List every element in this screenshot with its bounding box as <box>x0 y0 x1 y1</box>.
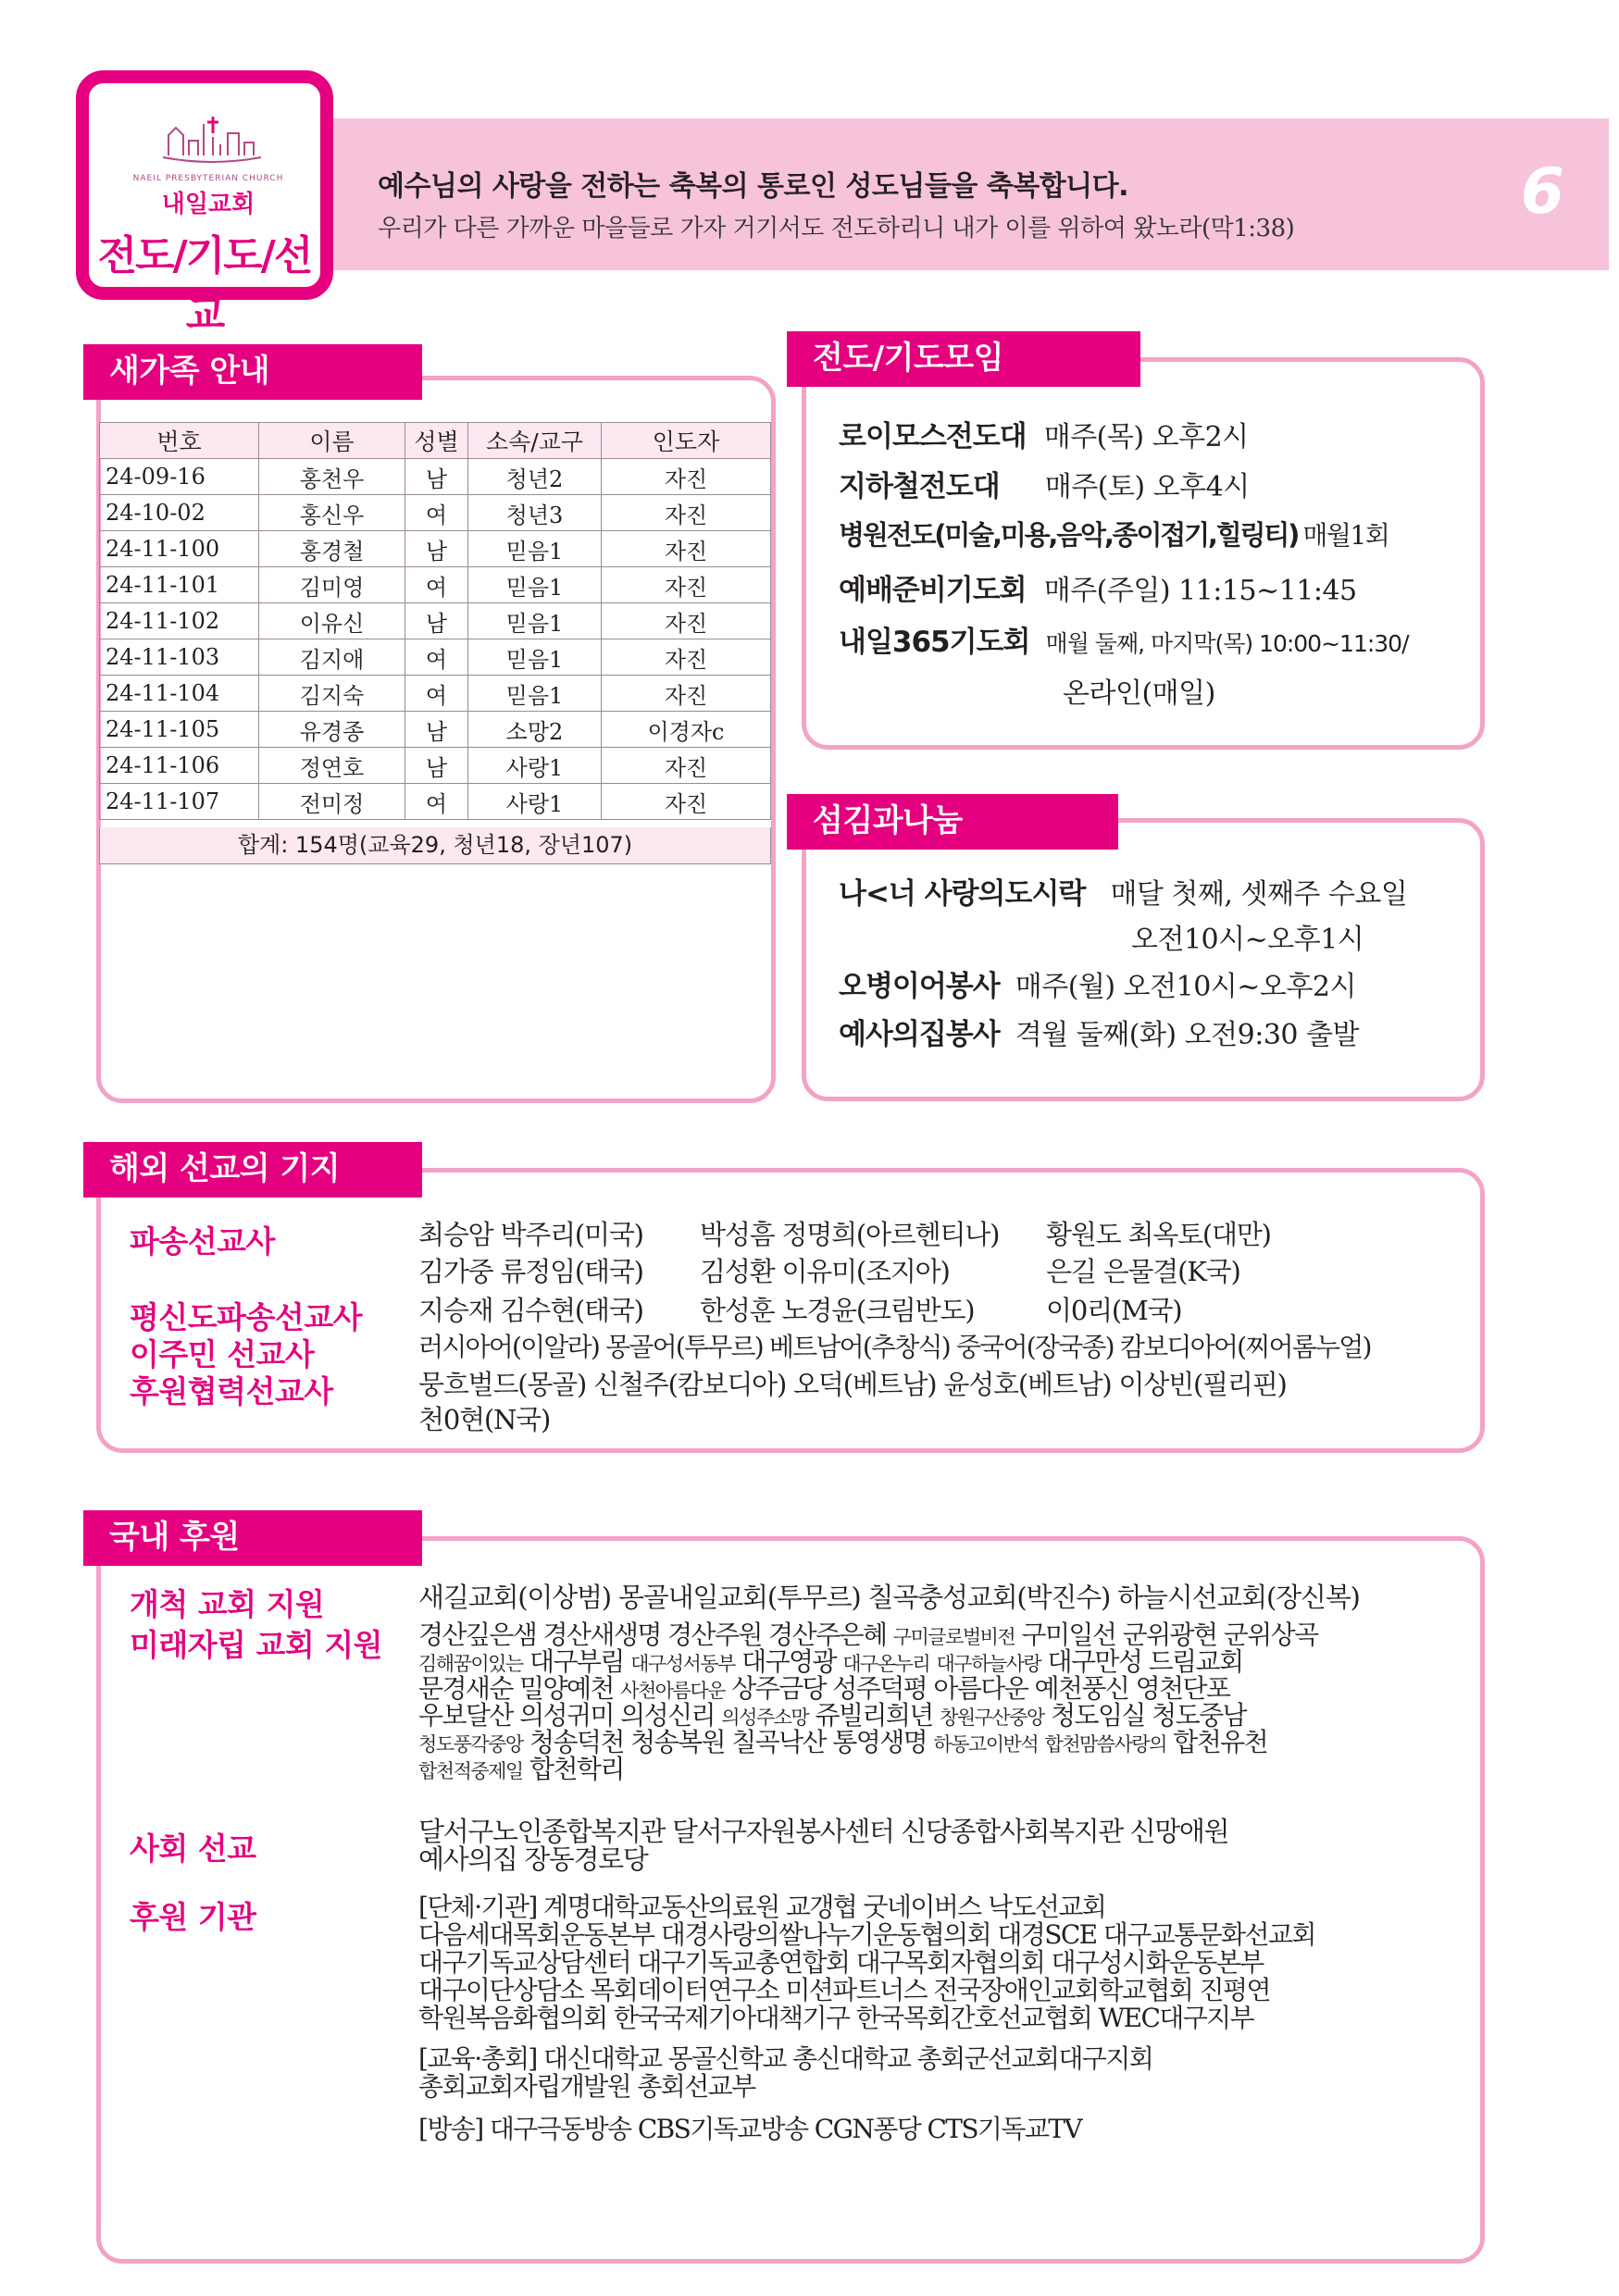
table-cell: 여 <box>405 567 468 603</box>
table-cell: 24-11-104 <box>100 676 259 712</box>
church-logo-icon <box>161 115 263 165</box>
church-name-segment: 청도풍각중앙 <box>418 1733 523 1756</box>
table-cell: 24-11-102 <box>100 603 259 639</box>
new-family-title: 새가족 안내 <box>83 344 422 400</box>
table-cell: 전미정 <box>259 784 405 820</box>
church-name-segment: 대구부림 <box>522 1646 631 1677</box>
table-cell: 24-10-02 <box>100 495 259 531</box>
table-cell: 남 <box>405 531 468 567</box>
category-label: 평신도파송선교사 <box>130 1299 363 1335</box>
church-name-segment: 대구만성 드림교회 <box>1040 1646 1243 1677</box>
table-cell: 이경자c <box>602 712 771 748</box>
page-number: 6 <box>1520 155 1564 229</box>
table-cell: 남 <box>405 603 468 639</box>
table-cell: 남 <box>405 712 468 748</box>
category-label: 미래자립 교회 지원 <box>130 1627 383 1663</box>
church-list-line <box>418 1756 624 1785</box>
broadcast-org-list: [방송] 대구극동방송 CBS기독교방송 CGN퐁당 CTS기독교TV <box>418 2114 1081 2144</box>
table-row <box>100 676 771 712</box>
church-name-segment: 상주금당 성주덕평 아름다운 예천풍신 영천단포 <box>724 1673 1230 1704</box>
new-family-table <box>99 422 771 820</box>
church-name-segment: 우보달산 의성귀미 의성신리 <box>418 1700 722 1731</box>
church-name-segment: 합천맘씀사랑의 <box>1044 1733 1166 1756</box>
church-name-segment: 하동고이반석 <box>933 1733 1039 1756</box>
table-cell: 여 <box>405 784 468 820</box>
table-row <box>100 531 771 567</box>
table-cell: 24-11-105 <box>100 712 259 748</box>
church-name-segment: 대구하늘사랑 <box>936 1653 1041 1675</box>
meeting-item: 내일365기도회 매월 둘째, 마지막(목) 10:00~11:30/ <box>839 626 1409 659</box>
header-headline: 예수님의 사랑을 전하는 축복의 통로인 성도님들을 축복합니다. <box>378 170 1129 203</box>
missionary-entry: 김성환 이유미(조지아) <box>700 1256 950 1287</box>
table-cell: 남 <box>405 748 468 784</box>
bible-verse: 우리가 다른 가까운 마을들로 가자 거기서도 전도하리니 내가 이를 위하여 왔노라(막1:38) <box>378 215 1295 242</box>
table-cell: 24-11-101 <box>100 567 259 603</box>
missionary-entry: 김가중 류정임(태국) <box>418 1256 643 1287</box>
table-cell: 홍경철 <box>259 531 405 567</box>
table-cell: 홍천우 <box>259 459 405 495</box>
missionary-entry: 지승재 김수현(태국) <box>418 1295 643 1326</box>
support-org-list: 학원복음화협의회 한국국제기아대책기구 한국목회간호선교협회 WEC대구지부 <box>418 2003 1254 2033</box>
church-name-segment: 경산깊은샘 경산새생명 경산주원 경산주은혜 <box>418 1620 893 1650</box>
serving-item-continued: 오전10시~오후1시 <box>1131 924 1364 956</box>
category-label: 이주민 선교사 <box>130 1336 315 1372</box>
table-cell: 김지애 <box>259 639 405 676</box>
table-cell: 남 <box>405 459 468 495</box>
serving-item: 오병이어봉사 매주(월) 오전10시~오후2시 <box>839 970 1356 1003</box>
table-cell: 믿음1 <box>468 531 602 567</box>
table-cell: 여 <box>405 495 468 531</box>
missionary-entry: 최승암 박주리(미국) <box>418 1219 643 1250</box>
new-family-total: 합계: 154명(교육29, 청년18, 장년107) <box>99 827 771 864</box>
column-header: 인도자 <box>602 423 771 459</box>
table-cell: 유경종 <box>259 712 405 748</box>
church-name-segment: 사천아름다운 <box>620 1680 725 1702</box>
table-cell: 자진 <box>602 567 771 603</box>
support-org-list: 대구이단상담소 목회데이터연구소 미션파트너스 전국장애인교회학교협회 진평연 <box>418 1975 1270 2005</box>
missionary-entry: 박성흠 정명희(아르헨티나) <box>700 1219 1000 1250</box>
table-cell: 김미영 <box>259 567 405 603</box>
church-name-segment: 청송덕천 청송복원 칠곡낙산 통영생명 <box>522 1727 934 1757</box>
migrant-missionaries: 러시아어(이알라) 몽골어(투무르) 베트남어(추창식) 중국어(장국종) 캄보디아어(찌어롬누얼) <box>418 1332 1371 1362</box>
church-name-segment: 대구온누리 <box>842 1653 930 1675</box>
table-cell: 청년3 <box>468 495 602 531</box>
category-label: 후원협력선교사 <box>130 1373 333 1409</box>
serving-item: 나<너 사랑의도시락 매달 첫째, 셋째주 수요일 <box>839 877 1408 911</box>
education-org-list: [교육·총회] 대신대학교 몽골신학교 총신대학교 총회군선교회대구지회 <box>418 2043 1153 2074</box>
column-header: 성별 <box>405 423 468 459</box>
table-cell: 24-11-107 <box>100 784 259 820</box>
table-cell: 자진 <box>602 495 771 531</box>
table-cell: 이유신 <box>259 603 405 639</box>
table-cell: 소망2 <box>468 712 602 748</box>
church-name-segment: 대구성서동부 <box>630 1653 735 1675</box>
table-cell: 청년2 <box>468 459 602 495</box>
table-cell: 정연호 <box>259 748 405 784</box>
table-header-row <box>100 423 771 459</box>
support-org-list: 대구기독교상담센터 대구기독교총연합회 대구목회자협의회 대구성시화운동본부 <box>418 1947 1264 1978</box>
church-name-segment: 합천적중제일 <box>418 1760 523 1782</box>
meeting-item: 병원전도(미술,미용,음악,종이접기,힐링티) 매월1회 <box>839 519 1389 551</box>
table-cell: 믿음1 <box>468 639 602 676</box>
support-missionaries: 뭉흐벌드(몽골) 신철주(캄보디아) 오덕(베트남) 윤성호(베트남) 이상빈(필리핀) <box>418 1369 1287 1400</box>
support-org-list: 다음세대목회운동본부 대경사랑의쌀나누기운동협의회 대경SCE 대구교통문화선교회 <box>418 1919 1315 1950</box>
prayer-meetings-title: 전도/기도모임 <box>787 331 1140 387</box>
category-label: 개척 교회 지원 <box>130 1586 325 1622</box>
table-cell: 자진 <box>602 603 771 639</box>
table-cell: 24-11-106 <box>100 748 259 784</box>
table-cell: 여 <box>405 676 468 712</box>
church-name-segment: 쥬빌리희년 <box>808 1700 940 1731</box>
table-row <box>100 748 771 784</box>
logo-box <box>76 70 333 339</box>
social-mission-list: 달서구노인종합복지관 달서구자원봉사센터 신당종합사회복지관 신망애원 <box>418 1816 1229 1847</box>
column-header: 번호 <box>100 423 259 459</box>
table-row <box>100 459 771 495</box>
social-mission-list: 예사의집 장동경로당 <box>418 1843 648 1875</box>
table-row <box>100 639 771 676</box>
meeting-item-continued: 온라인(매일) <box>1063 677 1215 710</box>
table-cell: 믿음1 <box>468 676 602 712</box>
logo-subtext: NAEIL PRESBYTERIAN CHURCH <box>132 174 284 183</box>
serving-item: 예사의집봉사 격월 둘째(화) 오전9:30 출발 <box>839 1018 1359 1051</box>
table-cell: 24-11-100 <box>100 531 259 567</box>
missionary-entry: 황원도 최옥토(대만) <box>1046 1219 1271 1250</box>
column-header: 소속/교구 <box>468 423 602 459</box>
church-name-segment: 합천학리 <box>522 1754 624 1784</box>
church-name-segment: 청도임실 청도중남 <box>1043 1700 1246 1731</box>
church-planting-list: 새길교회(이상범) 몽골내일교회(투무르) 칠곡충성교회(박진수) 하늘시선교회(장신복) <box>418 1582 1360 1613</box>
meeting-item: 예배준비기도회 매주(주일) 11:15~11:45 <box>839 574 1357 607</box>
church-name-segment: 구미글로벌비전 <box>892 1626 1015 1648</box>
table-cell: 자진 <box>602 676 771 712</box>
table-cell: 여 <box>405 639 468 676</box>
table-cell: 사랑1 <box>468 784 602 820</box>
missionary-entry: 한성훈 노경윤(크림반도) <box>700 1295 975 1326</box>
table-row <box>100 495 771 531</box>
table-row <box>100 603 771 639</box>
education-org-list: 총회교회자립개발원 총회선교부 <box>418 2071 755 2102</box>
table-cell: 자진 <box>602 784 771 820</box>
church-name-segment: 합천유천 <box>1165 1727 1268 1757</box>
table-cell: 24-09-16 <box>100 459 259 495</box>
table-row <box>100 784 771 820</box>
section-title: 전도/기도/선교 <box>97 232 312 339</box>
table-cell: 자진 <box>602 531 771 567</box>
meeting-item: 지하철전도대 매주(토) 오후4시 <box>839 470 1250 503</box>
table-cell: 자진 <box>602 639 771 676</box>
church-name-segment: 김해꿈이있는 <box>418 1653 523 1675</box>
table-row <box>100 712 771 748</box>
overseas-mission-title: 해외 선교의 기지 <box>83 1142 422 1198</box>
church-name-segment: 구미일선 군위광현 군위상곡 <box>1015 1620 1318 1650</box>
support-missionaries: 천0현(N국) <box>418 1404 551 1435</box>
church-name-segment: 문경새순 밀양예천 <box>418 1673 621 1704</box>
meeting-item: 로이모스전도대 매주(목) 오후2시 <box>839 420 1249 453</box>
table-cell: 자진 <box>602 748 771 784</box>
table-cell: 자진 <box>602 459 771 495</box>
category-label: 파송선교사 <box>130 1223 275 1260</box>
table-cell: 24-11-103 <box>100 639 259 676</box>
category-label: 사회 선교 <box>130 1831 256 1867</box>
table-row <box>100 567 771 603</box>
category-label: 후원 기관 <box>130 1899 256 1935</box>
support-org-list: [단체·기관] 계명대학교동산의료원 교갱협 굿네이버스 낙도선교회 <box>418 1892 1106 1922</box>
table-cell: 믿음1 <box>468 567 602 603</box>
header-band <box>333 118 1609 270</box>
missionary-entry: 은길 은물결(K국) <box>1046 1256 1240 1287</box>
column-header: 이름 <box>259 423 405 459</box>
table-cell: 믿음1 <box>468 603 602 639</box>
church-name-segment: 창원구산중앙 <box>940 1706 1044 1729</box>
domestic-support-title: 국내 후원 <box>83 1510 422 1566</box>
church-name-segment: 대구영광 <box>734 1646 843 1677</box>
table-cell: 홍신우 <box>259 495 405 531</box>
church-name-segment: 의성주소망 <box>721 1706 809 1729</box>
church-name: 내일교회 <box>161 191 255 218</box>
missionary-entry: 이0리(M국) <box>1046 1295 1182 1326</box>
serving-title: 섬김과나눔 <box>787 794 1118 850</box>
table-cell: 사랑1 <box>468 748 602 784</box>
table-cell: 김지숙 <box>259 676 405 712</box>
serving-box <box>802 818 1485 1101</box>
